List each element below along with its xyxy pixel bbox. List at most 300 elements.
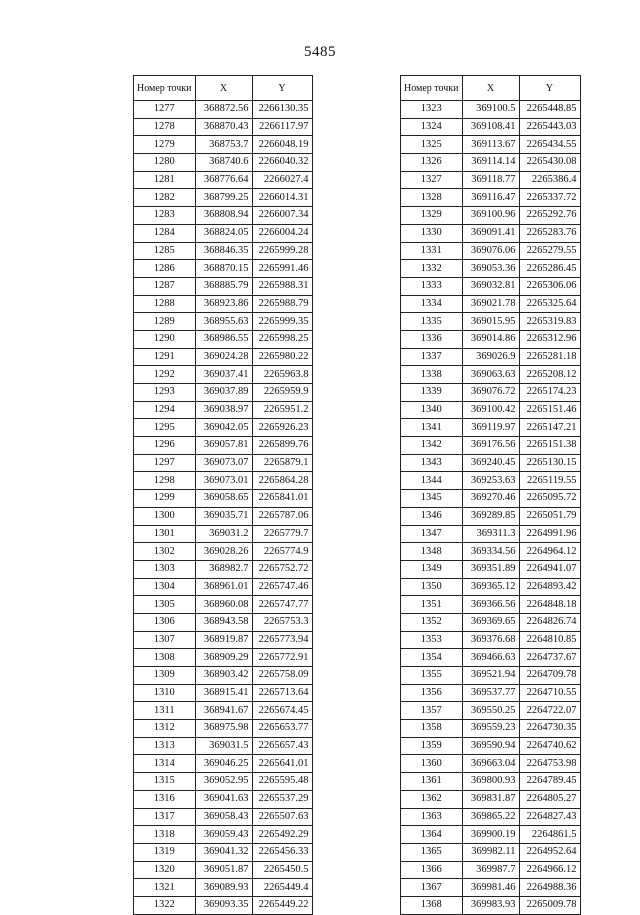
x-cell: 369037.41 (195, 366, 252, 384)
point-number-cell: 1365 (401, 843, 463, 861)
header-y: Y (252, 76, 312, 101)
y-cell: 2265456.33 (252, 843, 312, 861)
x-cell: 369076.06 (462, 242, 519, 260)
table-row (134, 560, 313, 578)
point-number-cell: 1356 (401, 684, 463, 702)
point-number-cell: 1300 (134, 507, 196, 525)
y-cell: 2265641.01 (252, 755, 312, 773)
table-row (134, 613, 313, 631)
point-number-cell: 1337 (401, 348, 463, 366)
table-header-row (401, 76, 581, 101)
table-row (134, 366, 313, 384)
point-number-cell: 1303 (134, 560, 196, 578)
y-cell: 2265998.25 (252, 330, 312, 348)
x-cell: 369091.41 (462, 224, 519, 242)
point-number-cell: 1353 (401, 631, 463, 649)
y-cell: 2265130.15 (519, 454, 580, 472)
table-row (134, 667, 313, 685)
table-row (401, 861, 581, 879)
point-number-cell: 1342 (401, 437, 463, 455)
x-cell: 368909.29 (195, 649, 252, 667)
table-row (134, 773, 313, 791)
point-number-cell: 1339 (401, 384, 463, 402)
header-point-number: Номер точки (134, 76, 196, 101)
y-cell: 2265492.29 (252, 826, 312, 844)
table-row (401, 525, 581, 543)
table-row (401, 613, 581, 631)
table-body-right (401, 101, 581, 915)
table-row (401, 737, 581, 755)
y-cell: 2265959.9 (252, 384, 312, 402)
x-cell: 369041.32 (195, 843, 252, 861)
x-cell: 369073.01 (195, 472, 252, 490)
point-number-cell: 1322 (134, 896, 196, 914)
x-cell: 369590.94 (462, 737, 519, 755)
y-cell: 2264730.35 (519, 720, 580, 738)
y-cell: 2265337.72 (519, 189, 580, 207)
y-cell: 2265448.85 (519, 101, 580, 119)
y-cell: 2265988.31 (252, 277, 312, 295)
y-cell: 2265758.09 (252, 667, 312, 685)
y-cell: 2264827.43 (519, 808, 580, 826)
y-cell: 2266027.4 (252, 171, 312, 189)
table-row (401, 543, 581, 561)
point-number-cell: 1290 (134, 330, 196, 348)
x-cell: 369311.3 (462, 525, 519, 543)
y-cell: 2264861.5 (519, 826, 580, 844)
point-number-cell: 1311 (134, 702, 196, 720)
point-number-cell: 1346 (401, 507, 463, 525)
x-cell: 369058.65 (195, 490, 252, 508)
x-cell: 369116.47 (462, 189, 519, 207)
y-cell: 2264952.64 (519, 843, 580, 861)
table-row (134, 737, 313, 755)
point-number-cell: 1308 (134, 649, 196, 667)
table-row (134, 171, 313, 189)
x-cell: 369021.78 (462, 295, 519, 313)
y-cell: 2265537.29 (252, 790, 312, 808)
y-cell: 2264722.07 (519, 702, 580, 720)
table-row (134, 260, 313, 278)
y-cell: 2264988.36 (519, 879, 580, 897)
point-number-cell: 1344 (401, 472, 463, 490)
x-cell: 369376.68 (462, 631, 519, 649)
point-number-cell: 1282 (134, 189, 196, 207)
x-cell: 368903.42 (195, 667, 252, 685)
x-cell: 368846.35 (195, 242, 252, 260)
point-number-cell: 1296 (134, 437, 196, 455)
x-cell: 368923.86 (195, 295, 252, 313)
table-row (134, 826, 313, 844)
x-cell: 369559.23 (462, 720, 519, 738)
point-number-cell: 1285 (134, 242, 196, 260)
point-number-cell: 1366 (401, 861, 463, 879)
x-cell: 369114.14 (462, 154, 519, 172)
x-cell: 369831.87 (462, 790, 519, 808)
table-row (401, 366, 581, 384)
x-cell: 369073.07 (195, 454, 252, 472)
x-cell: 368872.56 (195, 101, 252, 119)
x-cell: 369100.42 (462, 401, 519, 419)
x-cell: 369865.22 (462, 808, 519, 826)
point-number-cell: 1330 (401, 224, 463, 242)
x-cell: 369289.85 (462, 507, 519, 525)
x-cell: 369038.97 (195, 401, 252, 419)
point-number-cell: 1310 (134, 684, 196, 702)
point-number-cell: 1355 (401, 667, 463, 685)
x-cell: 369032.81 (462, 277, 519, 295)
table-row (134, 684, 313, 702)
y-cell: 2265507.63 (252, 808, 312, 826)
table-row (401, 118, 581, 136)
table-row (401, 684, 581, 702)
y-cell: 2265095.72 (519, 490, 580, 508)
point-number-cell: 1358 (401, 720, 463, 738)
y-cell: 2265449.4 (252, 879, 312, 897)
point-number-cell: 1333 (401, 277, 463, 295)
table-row (401, 808, 581, 826)
point-number-cell: 1340 (401, 401, 463, 419)
y-cell: 2265841.01 (252, 490, 312, 508)
x-cell: 368753.7 (195, 136, 252, 154)
x-cell: 369042.05 (195, 419, 252, 437)
y-cell: 2265450.5 (252, 861, 312, 879)
y-cell: 2265980.22 (252, 348, 312, 366)
x-cell: 369100.96 (462, 207, 519, 225)
table-row (401, 896, 581, 914)
x-cell: 369366.56 (462, 596, 519, 614)
y-cell: 2265999.28 (252, 242, 312, 260)
table-row (401, 578, 581, 596)
point-number-cell: 1361 (401, 773, 463, 791)
x-cell: 369035.71 (195, 507, 252, 525)
table-header-row (134, 76, 313, 101)
y-cell: 2265879.1 (252, 454, 312, 472)
point-number-cell: 1323 (401, 101, 463, 119)
point-number-cell: 1349 (401, 560, 463, 578)
point-number-cell: 1283 (134, 207, 196, 225)
x-cell: 369076.72 (462, 384, 519, 402)
table-row (134, 472, 313, 490)
table-row (401, 454, 581, 472)
table-row (134, 348, 313, 366)
point-number-cell: 1314 (134, 755, 196, 773)
y-cell: 2264740.62 (519, 737, 580, 755)
table-row (401, 826, 581, 844)
y-cell: 2265279.55 (519, 242, 580, 260)
x-cell: 368870.43 (195, 118, 252, 136)
point-number-cell: 1301 (134, 525, 196, 543)
table-row (401, 277, 581, 295)
x-cell: 369051.87 (195, 861, 252, 879)
table-row (134, 384, 313, 402)
x-cell: 369014.86 (462, 330, 519, 348)
table-row (401, 720, 581, 738)
point-number-cell: 1287 (134, 277, 196, 295)
x-cell: 369987.7 (462, 861, 519, 879)
table-row (401, 631, 581, 649)
table-row (134, 118, 313, 136)
table-row (134, 649, 313, 667)
table-row (401, 313, 581, 331)
table-row (134, 790, 313, 808)
y-cell: 2265747.46 (252, 578, 312, 596)
x-cell: 369059.43 (195, 826, 252, 844)
point-number-cell: 1294 (134, 401, 196, 419)
y-cell: 2264893.42 (519, 578, 580, 596)
y-cell: 2265151.38 (519, 437, 580, 455)
x-cell: 369521.94 (462, 667, 519, 685)
y-cell: 2265283.76 (519, 224, 580, 242)
table-row (401, 790, 581, 808)
x-cell: 369351.89 (462, 560, 519, 578)
point-number-cell: 1291 (134, 348, 196, 366)
table-row (134, 101, 313, 119)
point-number-cell: 1357 (401, 702, 463, 720)
point-number-cell: 1363 (401, 808, 463, 826)
y-cell: 2265864.28 (252, 472, 312, 490)
table-row (401, 348, 581, 366)
point-number-cell: 1352 (401, 613, 463, 631)
table-row (134, 330, 313, 348)
y-cell: 2265774.9 (252, 543, 312, 561)
table-row (134, 543, 313, 561)
y-cell: 2265999.35 (252, 313, 312, 331)
x-cell: 368870.15 (195, 260, 252, 278)
y-cell: 2264991.96 (519, 525, 580, 543)
y-cell: 2264753.98 (519, 755, 580, 773)
y-cell: 2265009.78 (519, 896, 580, 914)
y-cell: 2266007.34 (252, 207, 312, 225)
table-row (401, 596, 581, 614)
table-row (401, 242, 581, 260)
point-number-cell: 1338 (401, 366, 463, 384)
x-cell: 369466.63 (462, 649, 519, 667)
point-number-cell: 1331 (401, 242, 463, 260)
table-row (401, 649, 581, 667)
coordinates-table-left (133, 75, 313, 915)
y-cell: 2265319.83 (519, 313, 580, 331)
x-cell: 368919.87 (195, 631, 252, 649)
x-cell: 368955.63 (195, 313, 252, 331)
point-number-cell: 1312 (134, 720, 196, 738)
x-cell: 369983.93 (462, 896, 519, 914)
table-row (134, 525, 313, 543)
table-row (401, 843, 581, 861)
x-cell: 368982.7 (195, 560, 252, 578)
y-cell: 2265899.76 (252, 437, 312, 455)
x-cell: 368885.79 (195, 277, 252, 295)
y-cell: 2265430.08 (519, 154, 580, 172)
point-number-cell: 1304 (134, 578, 196, 596)
point-number-cell: 1368 (401, 896, 463, 914)
point-number-cell: 1350 (401, 578, 463, 596)
y-cell: 2265208.12 (519, 366, 580, 384)
x-cell: 369100.5 (462, 101, 519, 119)
x-cell: 369089.93 (195, 879, 252, 897)
x-cell: 369031.5 (195, 737, 252, 755)
x-cell: 368960.08 (195, 596, 252, 614)
table-row (401, 260, 581, 278)
point-number-cell: 1336 (401, 330, 463, 348)
x-cell: 369028.26 (195, 543, 252, 561)
x-cell: 368986.55 (195, 330, 252, 348)
point-number-cell: 1278 (134, 118, 196, 136)
x-cell: 368799.25 (195, 189, 252, 207)
point-number-cell: 1309 (134, 667, 196, 685)
x-cell: 369058.43 (195, 808, 252, 826)
y-cell: 2266117.97 (252, 118, 312, 136)
x-cell: 369057.81 (195, 437, 252, 455)
y-cell: 2264710.55 (519, 684, 580, 702)
x-cell: 369176.56 (462, 437, 519, 455)
y-cell: 2265753.3 (252, 613, 312, 631)
point-number-cell: 1280 (134, 154, 196, 172)
table-row (401, 667, 581, 685)
y-cell: 2265926.23 (252, 419, 312, 437)
table-row (401, 171, 581, 189)
point-number-cell: 1354 (401, 649, 463, 667)
point-number-cell: 1284 (134, 224, 196, 242)
x-cell: 369537.77 (462, 684, 519, 702)
table-row (134, 507, 313, 525)
x-cell: 369119.97 (462, 419, 519, 437)
header-point-number: Номер точки (401, 76, 463, 101)
point-number-cell: 1316 (134, 790, 196, 808)
page-number: 5485 (304, 44, 336, 60)
point-number-cell: 1297 (134, 454, 196, 472)
x-cell: 369037.89 (195, 384, 252, 402)
y-cell: 2265657.43 (252, 737, 312, 755)
header-x: X (195, 76, 252, 101)
table-row (134, 702, 313, 720)
table-row (401, 295, 581, 313)
y-cell: 2265286.45 (519, 260, 580, 278)
point-number-cell: 1364 (401, 826, 463, 844)
table-row (401, 507, 581, 525)
point-number-cell: 1299 (134, 490, 196, 508)
table-row (134, 843, 313, 861)
table-row (134, 490, 313, 508)
point-number-cell: 1288 (134, 295, 196, 313)
x-cell: 369365.12 (462, 578, 519, 596)
point-number-cell: 1335 (401, 313, 463, 331)
y-cell: 2264737.67 (519, 649, 580, 667)
table-body-left (134, 101, 313, 915)
point-number-cell: 1348 (401, 543, 463, 561)
point-number-cell: 1367 (401, 879, 463, 897)
point-number-cell: 1313 (134, 737, 196, 755)
x-cell: 369981.46 (462, 879, 519, 897)
table-row (134, 861, 313, 879)
y-cell: 2265653.77 (252, 720, 312, 738)
y-cell: 2265991.46 (252, 260, 312, 278)
point-number-cell: 1328 (401, 189, 463, 207)
x-cell: 368961.01 (195, 578, 252, 596)
y-cell: 2265281.18 (519, 348, 580, 366)
point-number-cell: 1302 (134, 543, 196, 561)
x-cell: 369041.63 (195, 790, 252, 808)
y-cell: 2265713.64 (252, 684, 312, 702)
y-cell: 2264709.78 (519, 667, 580, 685)
y-cell: 2265595.48 (252, 773, 312, 791)
y-cell: 2265325.64 (519, 295, 580, 313)
x-cell: 369334.56 (462, 543, 519, 561)
table-row (134, 755, 313, 773)
table-row (134, 578, 313, 596)
table-row (401, 189, 581, 207)
x-cell: 368915.41 (195, 684, 252, 702)
table-row (401, 755, 581, 773)
point-number-cell: 1334 (401, 295, 463, 313)
x-cell: 369550.25 (462, 702, 519, 720)
point-number-cell: 1324 (401, 118, 463, 136)
point-number-cell: 1307 (134, 631, 196, 649)
x-cell: 369053.36 (462, 260, 519, 278)
y-cell: 2265787.06 (252, 507, 312, 525)
y-cell: 2265174.23 (519, 384, 580, 402)
table-row (134, 242, 313, 260)
table-row (401, 879, 581, 897)
y-cell: 2264966.12 (519, 861, 580, 879)
y-cell: 2264941.07 (519, 560, 580, 578)
table-row (401, 207, 581, 225)
point-number-cell: 1360 (401, 755, 463, 773)
y-cell: 2265434.55 (519, 136, 580, 154)
table-row (134, 419, 313, 437)
table-row (401, 773, 581, 791)
y-cell: 2264964.12 (519, 543, 580, 561)
table-row (134, 189, 313, 207)
table-row (401, 384, 581, 402)
y-cell: 2265772.91 (252, 649, 312, 667)
x-cell: 368808.94 (195, 207, 252, 225)
point-number-cell: 1320 (134, 861, 196, 879)
y-cell: 2265386.4 (519, 171, 580, 189)
point-number-cell: 1305 (134, 596, 196, 614)
table-row (134, 879, 313, 897)
point-number-cell: 1326 (401, 154, 463, 172)
point-number-cell: 1298 (134, 472, 196, 490)
y-cell: 2264789.45 (519, 773, 580, 791)
x-cell: 369253.63 (462, 472, 519, 490)
y-cell: 2266048.19 (252, 136, 312, 154)
table-row (401, 154, 581, 172)
x-cell: 369108.41 (462, 118, 519, 136)
x-cell: 369063.63 (462, 366, 519, 384)
y-cell: 2265752.72 (252, 560, 312, 578)
y-cell: 2264826.74 (519, 613, 580, 631)
point-number-cell: 1327 (401, 171, 463, 189)
header-x: X (462, 76, 519, 101)
y-cell: 2265312.96 (519, 330, 580, 348)
table-row (401, 419, 581, 437)
point-number-cell: 1315 (134, 773, 196, 791)
y-cell: 2265147.21 (519, 419, 580, 437)
x-cell: 369800.93 (462, 773, 519, 791)
table-row (134, 720, 313, 738)
table-row (134, 313, 313, 331)
point-number-cell: 1325 (401, 136, 463, 154)
y-cell: 2266014.31 (252, 189, 312, 207)
x-cell: 369118.77 (462, 171, 519, 189)
y-cell: 2265306.06 (519, 277, 580, 295)
table-row (401, 330, 581, 348)
table-row (401, 224, 581, 242)
point-number-cell: 1329 (401, 207, 463, 225)
y-cell: 2266004.24 (252, 224, 312, 242)
table-row (134, 401, 313, 419)
